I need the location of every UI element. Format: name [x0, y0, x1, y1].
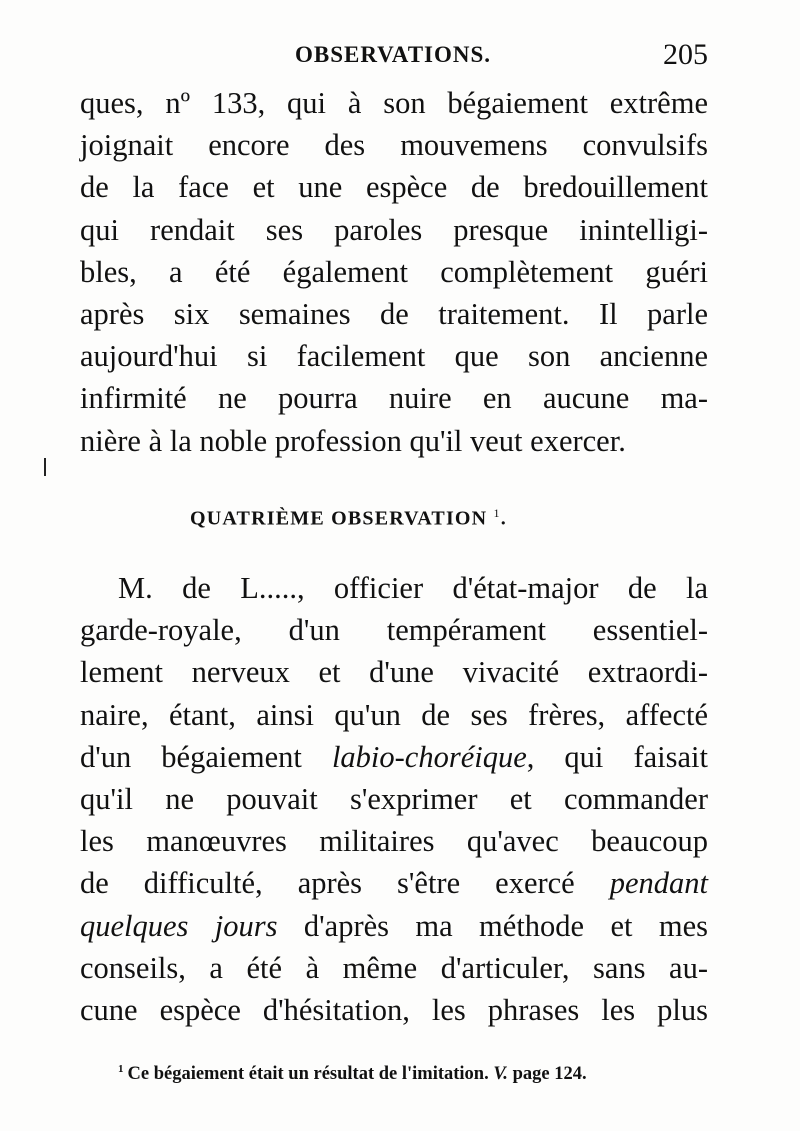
italic-term: labio-choréique	[331, 739, 527, 774]
text-line: qu'il ne pouvait s'exprimer et commander	[80, 781, 708, 816]
section-heading	[190, 506, 507, 531]
text-line: nière à la noble profession qu'il veut exercer.	[80, 423, 626, 458]
section-title-punct: .	[500, 507, 507, 530]
footnote-text: Ce bégaiement était un résultat de l'imitation.	[127, 1064, 494, 1085]
footnote-reference[interactable]: 1	[493, 506, 501, 520]
footnote-see: V.	[493, 1064, 508, 1085]
page-number: 205	[663, 38, 708, 71]
page-header	[80, 38, 708, 78]
italic-phrase: quelques jours	[80, 908, 278, 943]
footnote-marker: 1	[118, 1063, 124, 1075]
text-line: les manœuvres militaires qu'avec beaucoup	[80, 824, 708, 859]
paragraph-observation	[80, 567, 708, 1031]
text-line: après six semaines de traitement. Il parle	[80, 296, 708, 331]
text-line: conseils, a été à même d'articuler, sans au-	[80, 950, 708, 985]
margin-mark	[44, 458, 46, 476]
text-line: ques, nº 133, qui à son bégaiement extrême	[80, 86, 708, 120]
section-title-text: QUATRIÈME OBSERVATION	[190, 507, 488, 530]
paragraph-continued	[80, 82, 708, 462]
text-line: infirmité ne pourra nuire en aucune ma-	[80, 381, 708, 416]
text-line	[80, 905, 708, 947]
text-line: M. de L....., officier d'état-major de la	[118, 571, 708, 605]
text-line: aujourd'hui si facilement que son ancienne	[80, 339, 708, 374]
footnote	[118, 1063, 587, 1085]
text-line: lement nerveux et d'une vivacité extraordi-	[80, 655, 708, 690]
text-run: de difficulté, après s'être exercé	[80, 866, 610, 901]
text-line	[80, 736, 708, 778]
italic-phrase: pendant	[609, 866, 708, 901]
text-line: garde-royale, d'un tempérament essentiel-	[80, 613, 708, 648]
text-line: de la face et une espèce de bredouillement	[80, 170, 708, 205]
text-line: naire, étant, ainsi qu'un de ses frères, affecté	[80, 697, 708, 732]
text-line: bles, a été également complètement guéri	[80, 254, 708, 289]
footnote-page-ref: page 124.	[507, 1064, 587, 1085]
running-head: OBSERVATIONS.	[295, 42, 492, 67]
text-line: qui rendait ses paroles presque inintelligi-	[80, 212, 708, 247]
text-line	[80, 862, 708, 904]
text-line: cune espèce d'hésitation, les phrases les plus	[80, 992, 708, 1027]
text-run: d'un bégaiement	[80, 739, 332, 774]
text-line: joignait encore des mouvemens convulsifs	[80, 128, 708, 163]
text-run: d'après ma méthode et mes	[277, 908, 708, 943]
text-run: , qui faisait	[526, 739, 708, 774]
